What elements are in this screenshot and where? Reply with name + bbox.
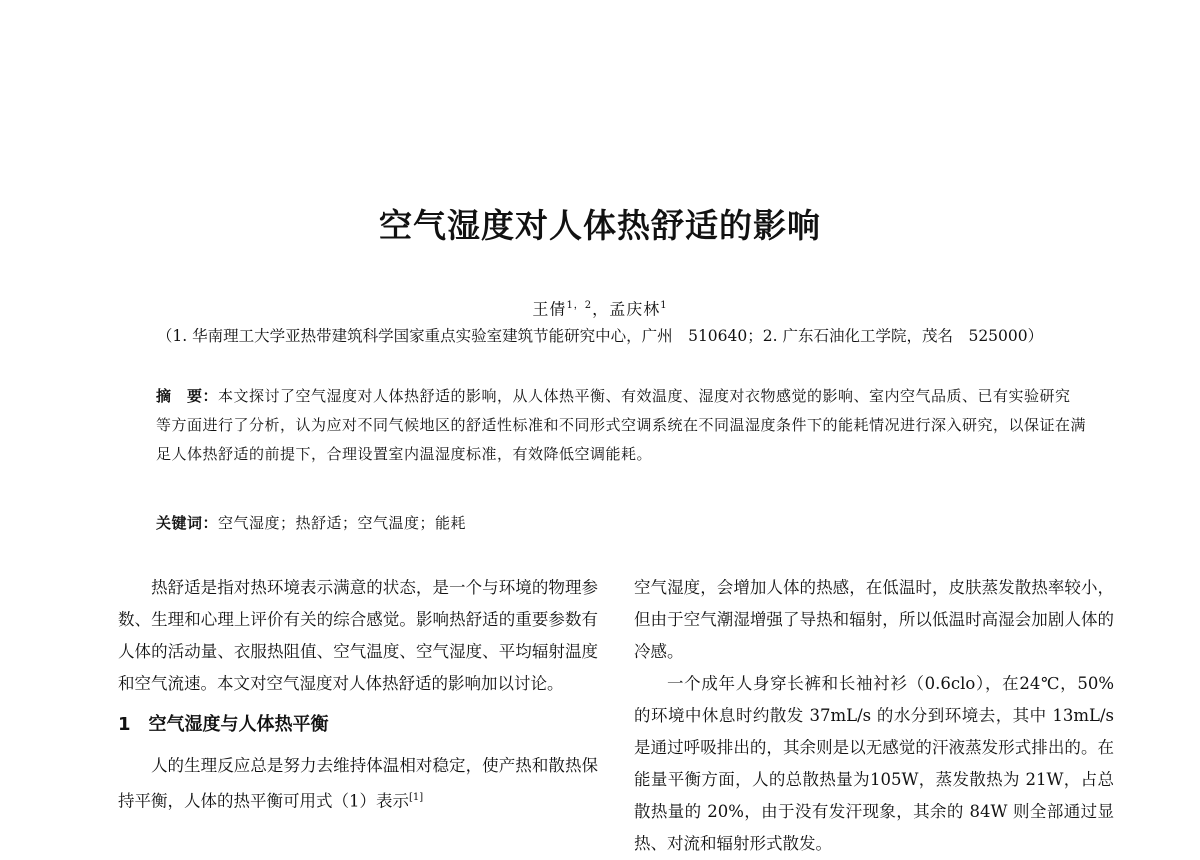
section-paragraph xyxy=(118,750,598,818)
author-affiliation-marker: 1，2 xyxy=(566,300,593,311)
author-affiliation-marker: 1 xyxy=(660,300,668,311)
abstract-text: 本文探讨了空气湿度对人体热舒适的影响，从人体热平衡、有效温度、湿度对衣物感觉的影响、室内空气品质、已有实验研究等方面进行了分析，认为应对不同气候地区的舒适性标准和不同形式空调系统在不同温湿度条件下的能耗情况进行深入研究，以保证在满足人体热舒适的前提下，合理设置室内温湿度标准，有效降低空调能耗。 xyxy=(156,387,1087,463)
author-name: 孟庆林 xyxy=(609,299,661,319)
section-number: 1 xyxy=(118,714,131,735)
author-line xyxy=(0,296,1200,319)
affiliation: （1. 华南理工大学亚热带建筑科学国家重点实验室建筑节能研究中心，广州 510640；2. 广东石油化工学院，茂名 525000） xyxy=(156,327,1044,345)
section-heading xyxy=(118,710,598,740)
right-column xyxy=(634,572,1114,860)
body-paragraph: 一个成年人身穿长裤和长袖衬衫（0.6clo），在24℃，50% 的环境中休息时约散发 37mL/s 的水分到环境去，其中 13mL/s 是通过呼吸排出的，其余则是以无感觉的汗液蒸发形式排出的。在能量平衡方面，人的总散热量为105W，蒸发散热为 21W，占总散热量的 20%，由于没有发汗现象，其余的 84W 则全部通过显热、对流和辐射形式散发。 xyxy=(634,674,1114,853)
body-paragraph: 空气湿度，会增加人体的热感，在低温时，皮肤蒸发散热率较小，但由于空气潮湿增强了导热和辐射，所以低温时高湿会加剧人体的冷感。 xyxy=(634,578,1114,661)
author-separator: ， xyxy=(592,299,610,319)
section-title: 空气湿度与人体热平衡 xyxy=(148,714,329,735)
keywords xyxy=(156,512,1086,533)
citation-ref: [1] xyxy=(409,792,424,803)
keywords-text: 空气湿度；热舒适；空气温度；能耗 xyxy=(218,514,467,532)
keywords-label: 关键词： xyxy=(156,514,219,532)
section-text: 人的生理反应总是努力去维持体温相对稳定，使产热和散热保持平衡，人体的热平衡可用式（1）表示 xyxy=(118,756,598,811)
author-name: 王倩 xyxy=(532,299,567,319)
intro-paragraph: 热舒适是指对热环境表示满意的状态，是一个与环境的物理参数、生理和心理上评价有关的综合感觉。影响热舒适的重要参数有人体的活动量、衣服热阻值、空气温度、空气湿度、平均辐射温度和空气流速。本文对空气湿度对人体热舒适的影响加以讨论。 xyxy=(118,578,598,693)
abstract-label: 摘 要： xyxy=(156,387,219,405)
paper-title: 空气湿度对人体热舒适的影响 xyxy=(379,206,821,245)
left-column xyxy=(118,572,598,818)
abstract xyxy=(156,382,1086,469)
